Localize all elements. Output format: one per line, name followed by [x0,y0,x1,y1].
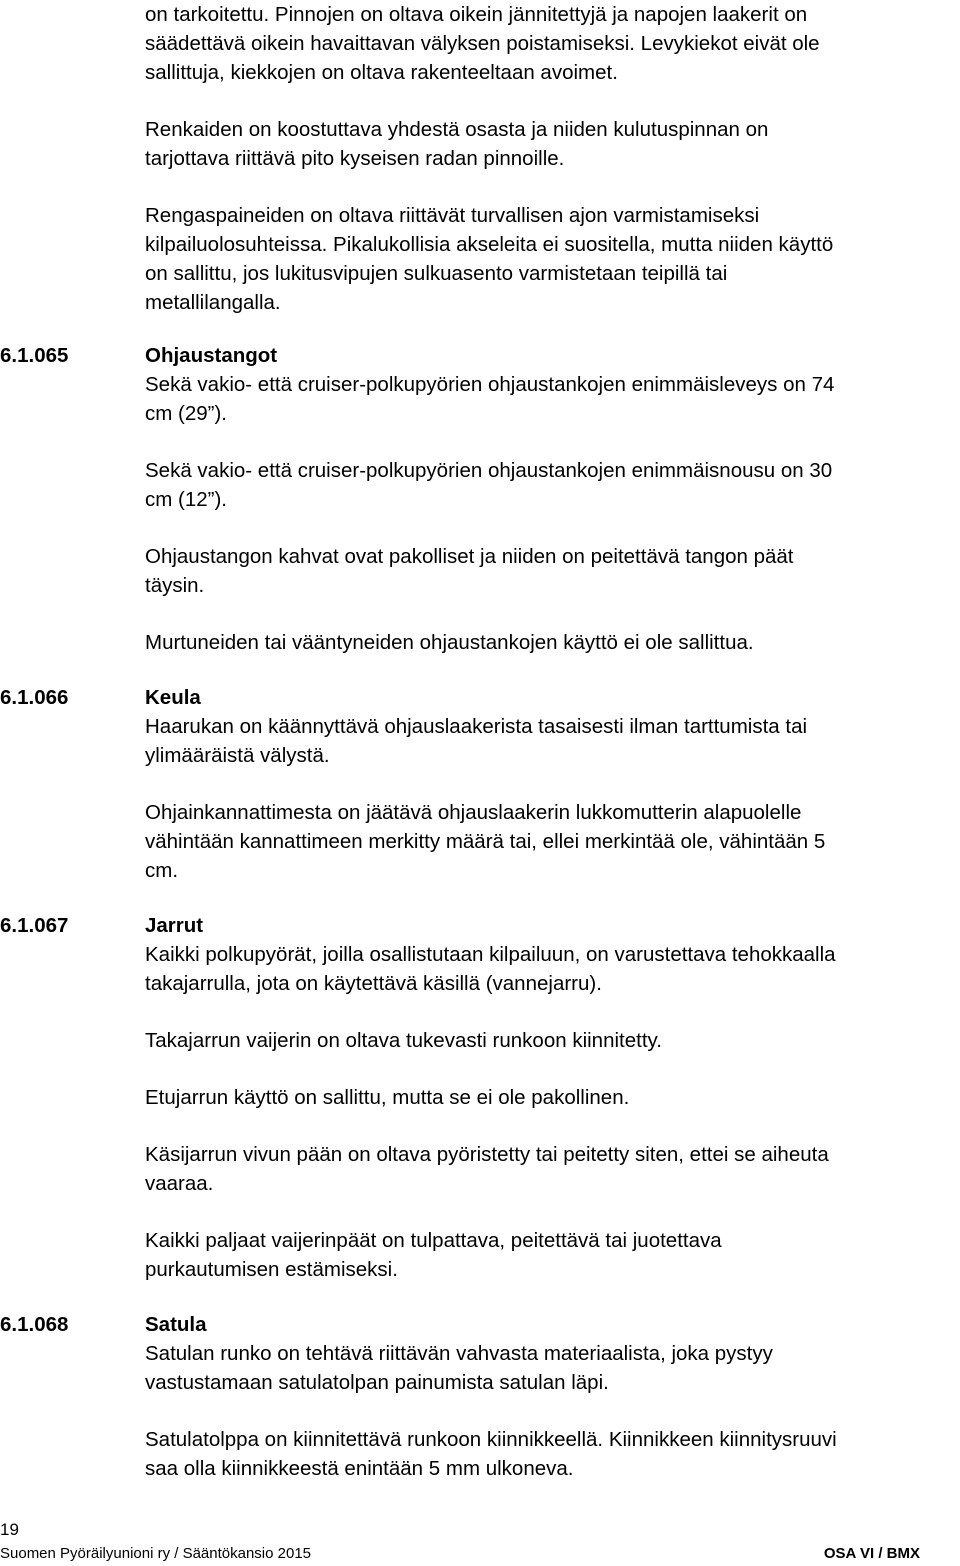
paragraph: Kaikki paljaat vaijerinpäät on tulpattava, peitettävä tai juotettava purkautumisen estämiseksi. [145,1229,722,1281]
section-keula [0,683,960,885]
paragraph: Kaikki polkupyörät, joilla osallistutaan kilpailuun, on varustettava tehokkaalla takajarrulla, jota on käytettävä käsillä (vannejarru). [145,943,836,995]
section-ohjaustangot [0,341,960,657]
section-number: 6.1.068 [0,1313,69,1336]
footer-publisher: Suomen Pyöräilyunioni ry / Sääntökansio 2015 [0,1545,312,1562]
section-title: Satula [145,1313,207,1336]
footer-section: OSA VI / BMX [823,1545,920,1562]
section-title: Keula [145,686,201,709]
paragraph: Sekä vakio- että cruiser-polkupyörien ohjaustankojen enimmäisnousu on 30 cm (12”). [145,459,833,511]
paragraph: Ohjaustangon kahvat ovat pakolliset ja niiden on peitettävä tangon päät täysin. [145,545,794,597]
paragraph: Murtuneiden tai vääntyneiden ohjaustankojen käyttö ei ole sallittua. [145,631,754,654]
section-heading [0,911,960,940]
paragraph: on tarkoitettu. Pinnojen on oltava oikein jännitettyjä ja napojen laakerit on säädettävä oikein havaittavan välyksen poistamiseksi. Levykiekot eivät ole sallittuja, kiekkojen on oltava rakenteeltaan avoimet. [145,3,820,84]
page-number: 19 [0,1520,19,1539]
paragraph: Takajarrun vaijerin on oltava tukevasti runkoon kiinnitetty. [145,1029,662,1052]
paragraph: Etujarrun käyttö on sallittu, mutta se ei ole pakollinen. [145,1086,630,1109]
section-number: 6.1.065 [0,344,69,367]
paragraph: Käsijarrun vivun pään on oltava pyöristetty tai peitetty siten, ettei se aiheuta vaaraa. [145,1143,829,1195]
paragraph: Sekä vakio- että cruiser-polkupyörien ohjaustankojen enimmäisleveys on 74 cm (29”). [145,373,835,425]
paragraph: Ohjainkannattimesta on jäätävä ohjauslaakerin lukkomutterin alapuolelle vähintään kannattimeen merkitty määrä tai, ellei merkintää ole, vähintään 5 cm. [145,801,826,882]
section-heading [0,683,960,712]
paragraph: Renkaiden on koostuttava yhdestä osasta ja niiden kulutuspinnan on tarjottava riittävä pito kyseisen radan pinnoille. [145,118,769,170]
paragraph: Haarukan on käännyttävä ohjauslaakerista tasaisesti ilman tarttumista tai ylimääräistä välystä. [145,715,808,767]
section-title: Jarrut [145,914,204,937]
paragraph: Satulatolppa on kiinnitettävä runkoon kiinnikkeellä. Kiinnikkeen kiinnitysruuvi saa olla kiinnikkeestä enintään 5 mm ulkoneva. [145,1428,837,1480]
paragraph: Satulan runko on tehtävä riittävän vahvasta materiaalista, joka pystyy vastustamaan satulatolpan painumista satulan läpi. [145,1342,773,1394]
section-jarrut [0,911,960,1284]
section-heading [0,341,960,370]
paragraph: Rengaspaineiden on oltava riittävät turvallisen ajon varmistamiseksi kilpailuolosuhteissa. Pikalukollisia akseleita ei suositella, mutta niiden käyttö on sallittu, jos lukitusvipujen sulkuasento varmistetaan teipillä tai metallilangalla. [145,204,834,314]
section-title: Ohjaustangot [145,344,278,367]
section-number: 6.1.066 [0,686,69,709]
section-number: 6.1.067 [0,914,69,937]
intro-block [0,0,960,317]
section-satula [0,1310,960,1483]
section-heading [0,1310,960,1339]
